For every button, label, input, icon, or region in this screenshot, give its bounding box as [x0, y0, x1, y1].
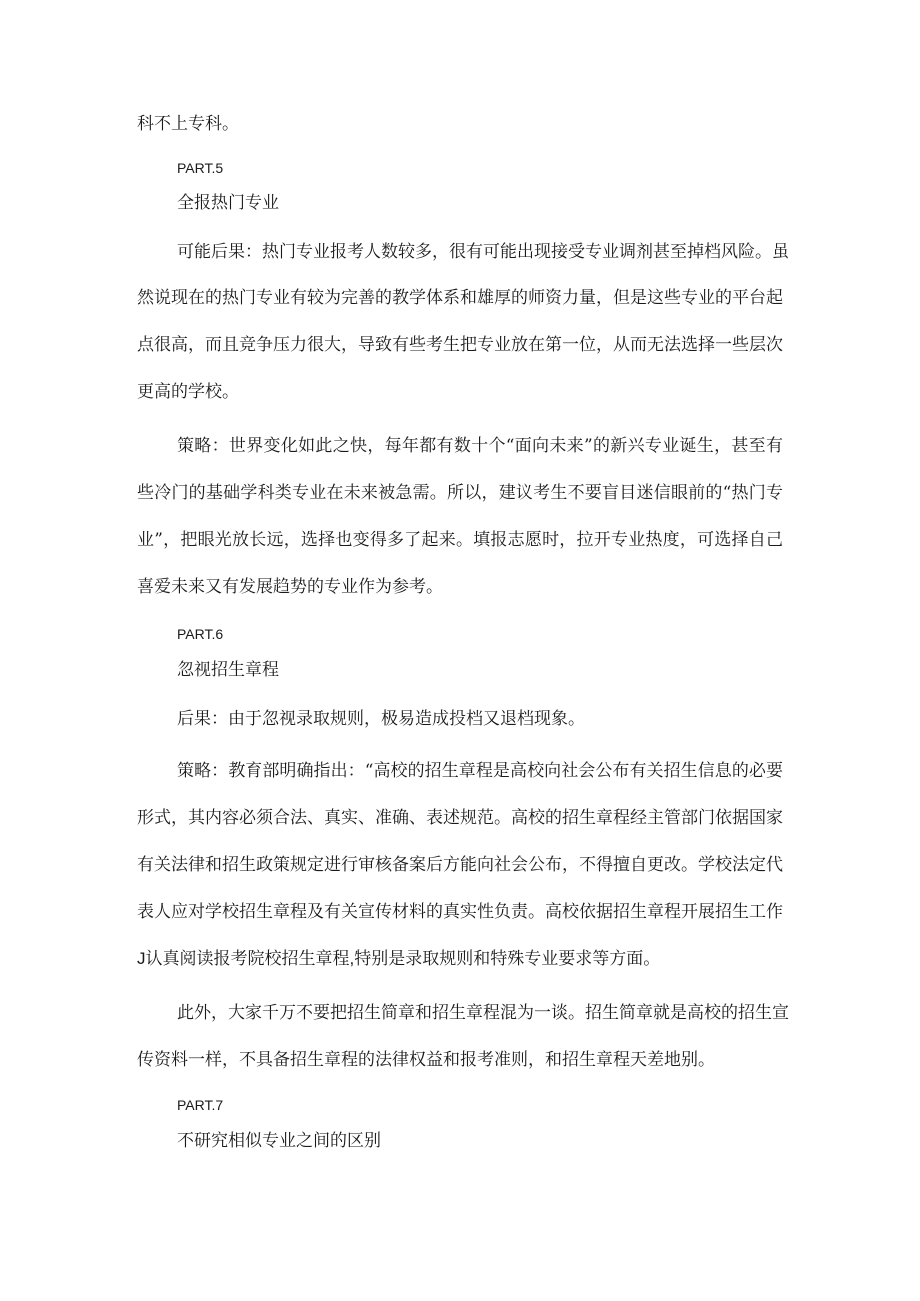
part6-note-line-1: 此外，大家千万不要把招生简章和招生章程混为一谈。招生简章就是高校的招生宣: [177, 1003, 789, 1023]
part5-strategy-line-3: 业”，把眼光放长远，选择也变得多了起来。填报志愿时，拉开专业热度，可选择自己: [137, 530, 783, 550]
part7-title: 不研究相似专业之间的区别: [177, 1131, 381, 1151]
intro-tail-text: 科不上专科。: [137, 114, 239, 134]
part5-result-line-2: 然说现在的热门专业有较为完善的教学体系和雄厚的师资力量，但是这些专业的平台起: [137, 288, 783, 308]
part6-strategy-line-4: 表人应对学校招生章程及有关宣传材料的真实性负责。高校依据招生章程开展招生工作: [137, 902, 783, 922]
part6-result-text: 后果：由于忽视录取规则，极易造成投档又退档现象。: [177, 709, 585, 729]
part6-strategy-line-3: 有关法律和招生政策规定进行审核备案后方能向社会公布，不得擅自更改。学校法定代: [137, 855, 783, 875]
part5-result-line-1: 可能后果：热门专业报考人数较多，很有可能出现接受专业调剂甚至掉档风险。虽: [177, 242, 789, 262]
part6-strategy-line-5: J认真阅读报考院校招生章程,特别是录取规则和特殊专业要求等方面。: [137, 949, 661, 968]
part6-note-line-2: 传资料一样，不具备招生章程的法律权益和报考准则，和招生章程天差地别。: [137, 1050, 715, 1070]
part6-title: 忽视招生章程: [177, 660, 279, 680]
part6-label: PART.6: [177, 626, 224, 642]
part5-label: PART.5: [177, 160, 224, 176]
part5-result-line-4: 更高的学校。: [137, 382, 239, 402]
part5-title: 全报热门专业: [177, 193, 279, 213]
part5-strategy-line-4: 喜爱未来又有发展趋势的专业作为参考。: [137, 577, 443, 597]
part5-strategy-line-2: 些冷门的基础学科类专业在未来被急需。所以，建议考生不要盲目迷信眼前的“热门专: [137, 483, 783, 503]
part7-label: PART.7: [177, 1097, 224, 1113]
part6-strategy-line-2: 形式，其内容必须合法、真实、准确、表述规范。高校的招生章程经主管部门依据国家: [137, 808, 783, 828]
part5-strategy-line-1: 策略：世界变化如此之快，每年都有数十个“面向未来”的新兴专业诞生，甚至有: [177, 436, 783, 456]
part5-result-line-3: 点很高，而且竞争压力很大，导致有些考生把专业放在第一位，从而无法选择一些层次: [137, 335, 783, 355]
part6-strategy-line-1: 策略：教育部明确指出：“高校的招生章程是高校向社会公布有关招生信息的必要: [177, 761, 783, 781]
